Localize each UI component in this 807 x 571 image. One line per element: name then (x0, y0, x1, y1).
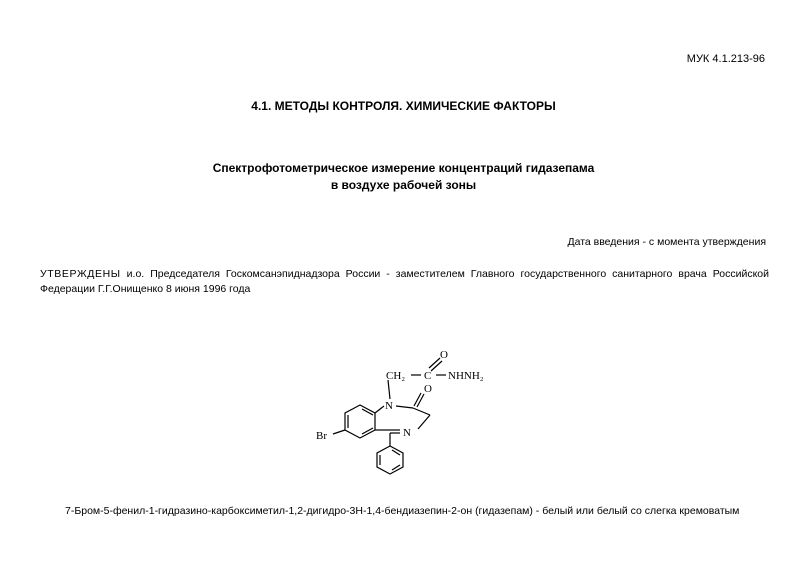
label-o-top: O (440, 349, 448, 361)
doc-code: МУК 4.1.213-96 (686, 53, 765, 65)
document-title (0, 160, 807, 194)
label-ch2: CH₂ (386, 370, 406, 382)
label-n4: N (403, 427, 411, 439)
structural-formula (300, 340, 530, 490)
approval-text: и.о. Председателя Госкомсанэпиднадзора России - заместителем Главного государственного санитарного врача Российской Федерации Г.Г.Онищенко 8 июня 1996 года (40, 268, 769, 295)
section-title: 4.1. МЕТОДЫ КОНТРОЛЯ. ХИМИЧЕСКИЕ ФАКТОРЫ (251, 99, 556, 113)
document-title-line-1: Спектрофотометрическое измерение концентраций гидазепама (212, 161, 595, 175)
approval-paragraph (40, 267, 769, 297)
label-nhnh2: NHNH₂ (448, 370, 484, 382)
intro-date: Дата введения - с момента утверждения (567, 236, 766, 248)
compound-description: 7-Бром-5-фенил-1-гидразино-карбоксиметил-1,2-дигидро-3Н-1,4-бендиазепин-2-он (гидазепам) - белый или белый со слегка кремоватым (65, 505, 740, 517)
label-o-ring: O (424, 383, 432, 395)
label-c: C (424, 370, 432, 382)
document-title-line-2: в воздухе рабочей зоны (330, 178, 477, 192)
label-n1: N (385, 400, 393, 412)
approval-label: УТВЕРЖДЕНЫ (40, 268, 121, 280)
benzene-ring (345, 405, 375, 438)
label-br: Br (316, 430, 327, 442)
phenyl-ring (377, 446, 403, 474)
